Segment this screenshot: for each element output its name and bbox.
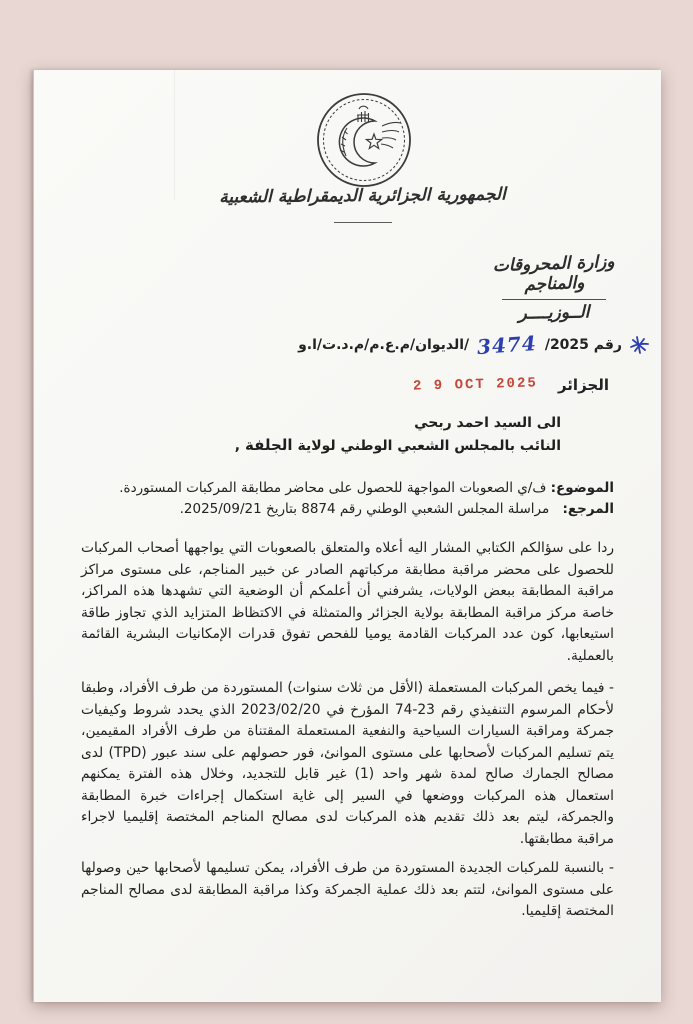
republic-title: الجمهورية الجزائرية الديمقراطية الشعبية — [219, 184, 506, 208]
republic-underline — [334, 222, 392, 223]
addressee-block — [235, 412, 561, 457]
subject-line — [81, 478, 614, 499]
algeria-emblem-icon — [314, 90, 414, 190]
letter-page — [33, 70, 661, 1002]
city-label: الجزائر — [557, 376, 609, 394]
body-paragraph: - بالنسبة للمركبات الجديدة المستوردة من طرف الأفراد، يمكن تسليمها لأصحابها حين وصولها على مستوى الموانئ، لتتم بعد ذلك عملية الجمركة وكذا مراقبة المطابقة لدى مصالح المناجم المختصة إقليميا. — [81, 860, 614, 919]
reference-label: المرجع: — [562, 501, 614, 517]
addressee-title-text: النائب بالمجلس الشعبي الوطني لولاية — [292, 438, 561, 454]
ref-number-handwritten: 3474 — [476, 330, 538, 360]
body-paragraph: ردا على سؤالكم الكتابي المشار اليه أعلاه والمتعلق بالصعوبات التي يواجهها أصحاب المركبات للحصول على محضر مراقبة مطابقة مركباتهم الصادر عن خبير المناجم، على مستوى مراكز مراقبة المطابقة ببعض الولايات، يشرفني أن أعلمكم أن الوضعية التي تشهدها هذه المراكز، خاصة مركز مراقبة المطابقة بولاية الجزائر والمتمثلة في الاكتظاظ المتزايد الذي تجاوز طاقة استيعابها، كون عدد المركبات القادمة يوميا للفحص تفوق قدرات الإمكانيات البشرية القائمة بالعملية. — [81, 540, 614, 664]
ministry-block — [461, 251, 647, 324]
body-paragraph: - فيما يخص المركبات المستعملة (الأقل من ثلاث سنوات) المستوردة من طرف الأفراد، وطبقا لأحكام المرسوم التنفيذي رقم 23-74 المؤرخ في 2023/02/20 الذي يحدد شروط وكيفيات جمركة ومراقبة السيارات السياحية والنفعية المستعملة المقتناة من طرف الأفراد المقيمين، يتم تسليم المركبات لأصحابها على مستوى الموانئ، فور حصولهم على سند عبور (TPD) لدى مصالح الجمارك صالح لمدة شهر واحد (1) غير قابل للتجديد، وخلال هذه الفترة يمكنهم استعمال هذه المركبات ووضعها في السير إلى غاية استكمال إجراءات خبرة المطابقة والجمركة، ليتم بعد ذلك تقديم هذه المركبات لدى مصالح المناجم المختصة إقليميا لاجراء مراقبة مطابقتها. — [81, 680, 615, 847]
ref-number-suffix: /الديوان/م.ع.م/م.د.ت/ا.و — [298, 337, 470, 353]
handwritten-star-icon — [627, 333, 651, 357]
addressee-title — [235, 434, 561, 457]
addressee-title-punct: , — [234, 438, 245, 454]
city-date-line — [413, 376, 609, 394]
ministry-title: وزارة المحروقات والمناجم — [492, 251, 615, 296]
wilaya-name: الجلفة — [244, 436, 293, 454]
ref-number-prefix: رقم 2025/ — [544, 337, 622, 353]
date-stamp: 2 9 OCT 2025 — [412, 375, 539, 395]
reference-line — [81, 499, 614, 520]
subject-text: ف/ي الصعوبات المواجهة للحصول على محاضر مطابقة المركبات المستوردة. — [119, 480, 547, 496]
subject-reference-block — [81, 478, 614, 520]
reference-number-line — [298, 330, 651, 360]
addressee-name: الى السيد احمد ربحي — [414, 415, 561, 431]
reference-text: مراسلة المجلس الشعبي الوطني رقم 8874 بتاريخ 2025/09/21. — [179, 501, 550, 517]
paper-fold-line — [174, 70, 175, 200]
subject-label: الموضوع: — [550, 480, 614, 496]
ministry-divider — [502, 299, 606, 300]
minister-title: الــوزيــــر — [518, 302, 590, 324]
